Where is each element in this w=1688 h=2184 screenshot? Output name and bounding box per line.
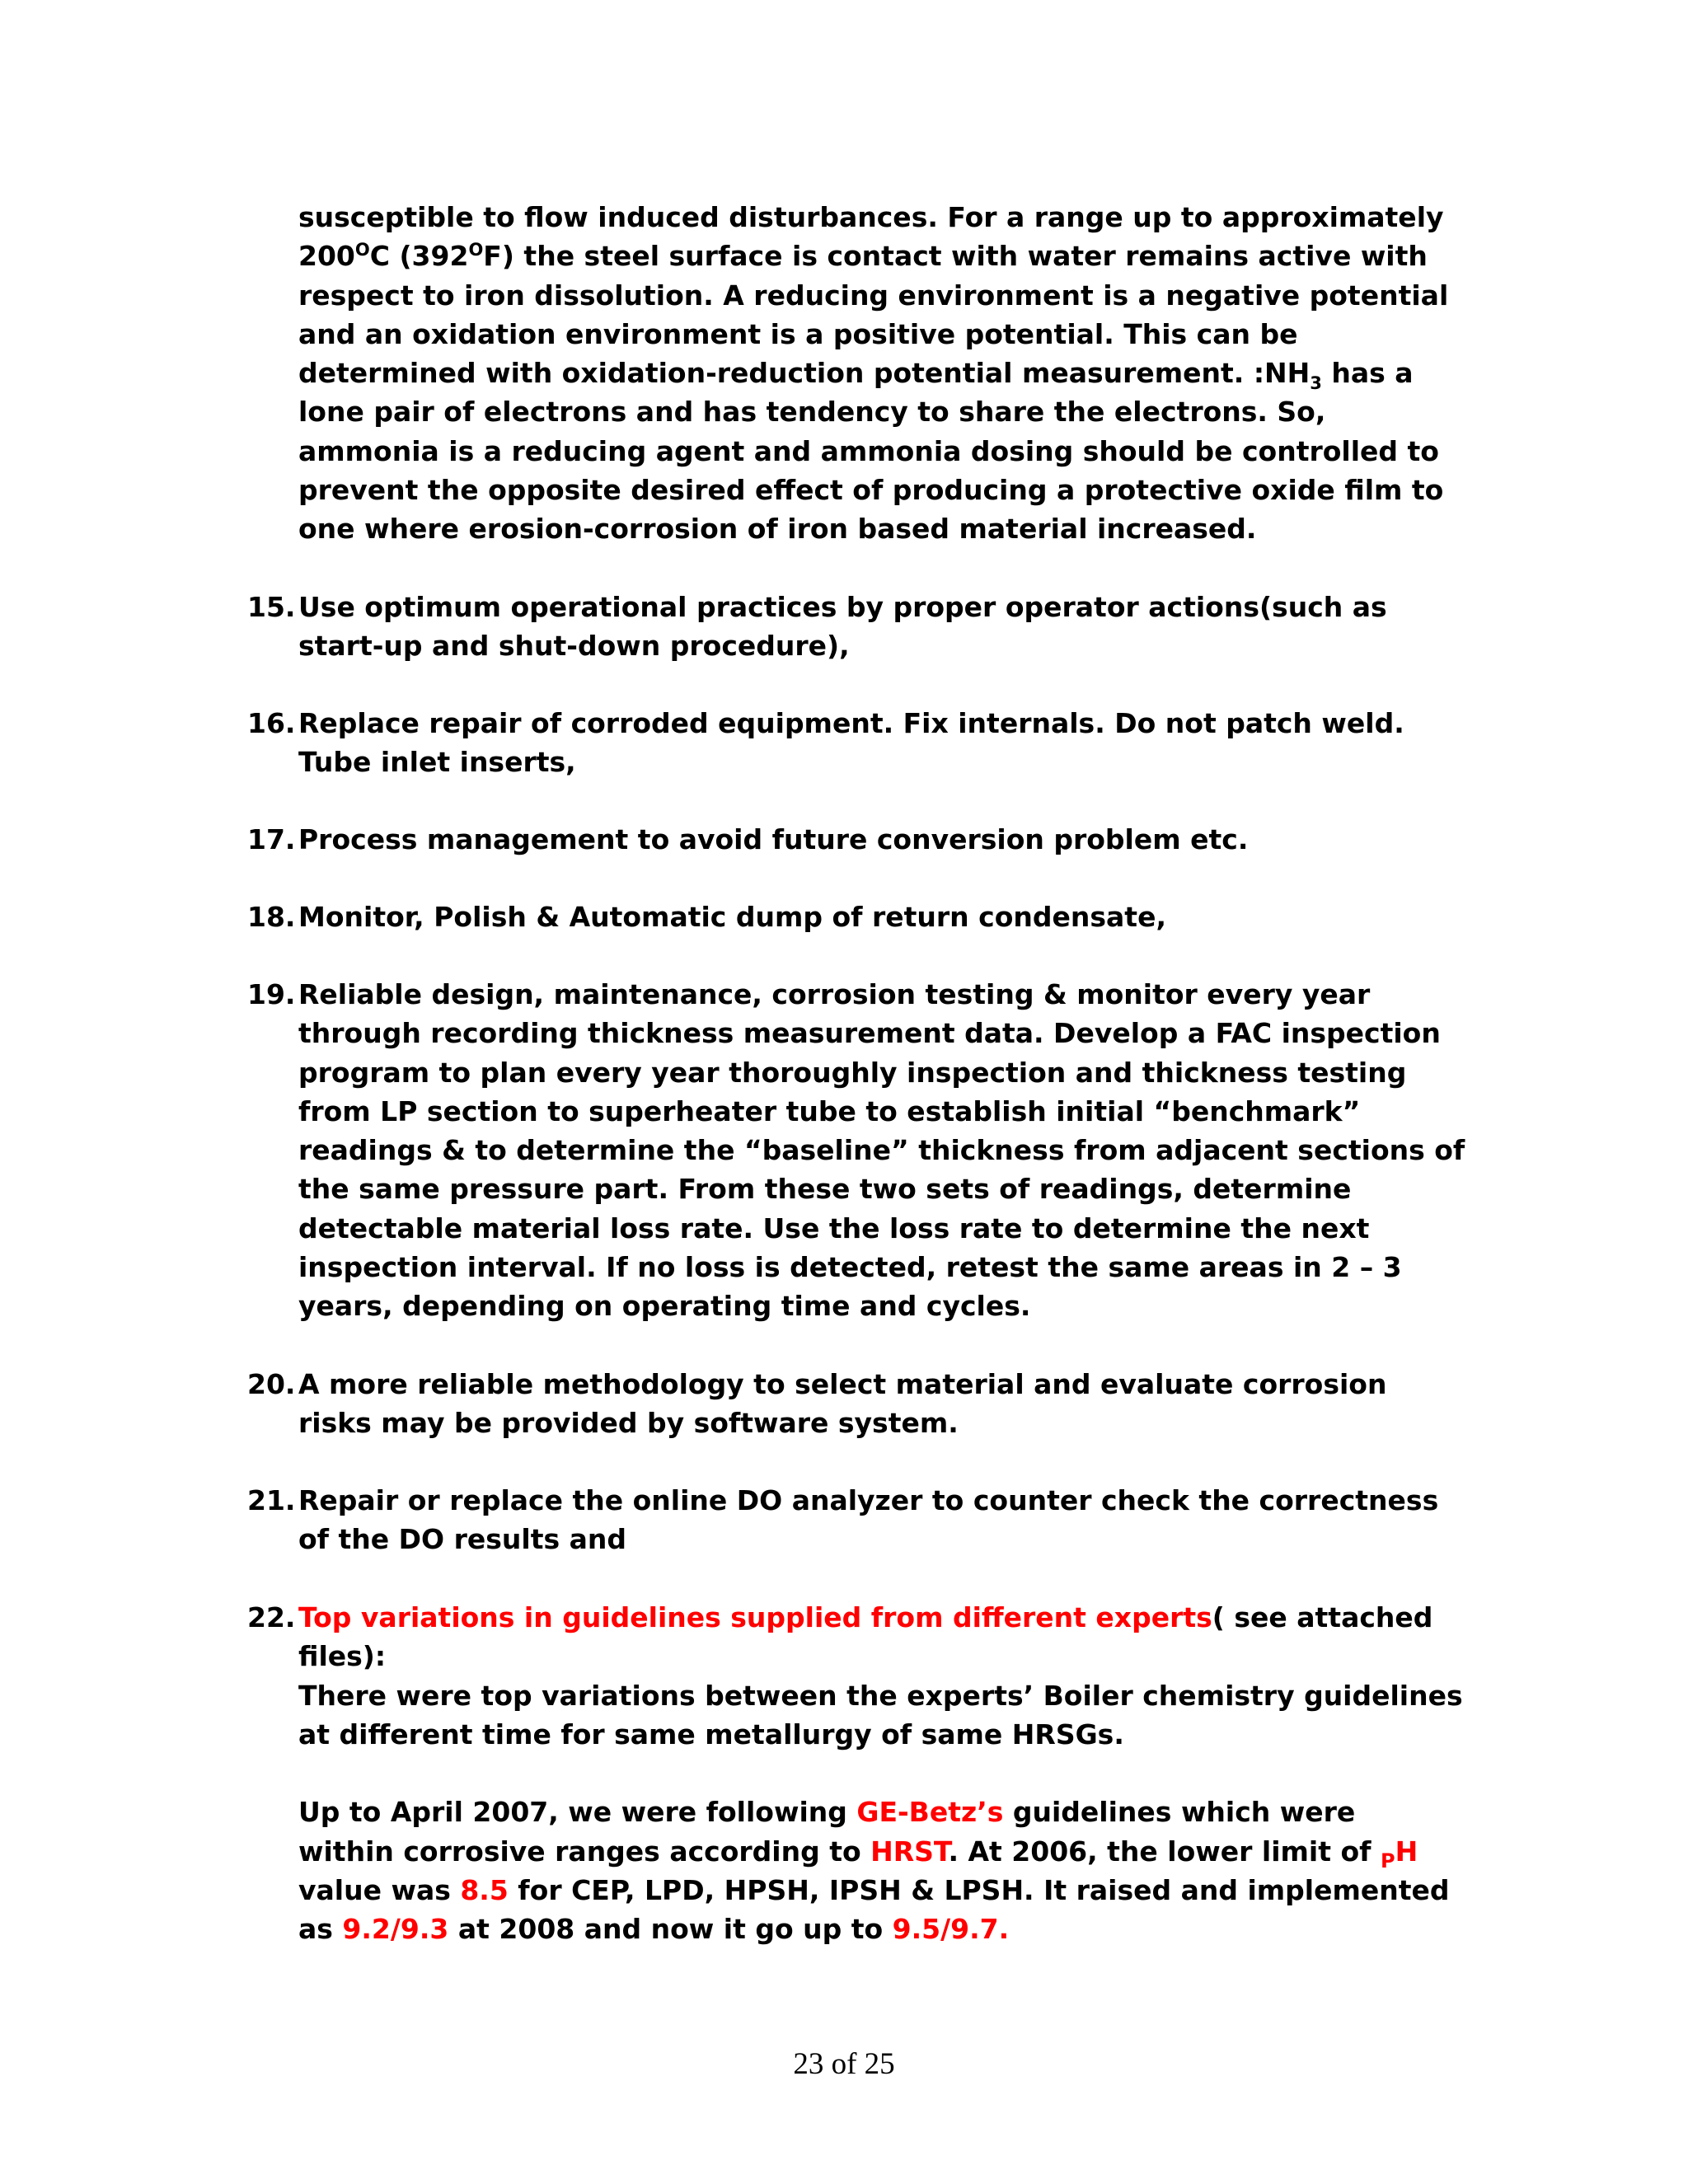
list-item-body: Reliable design, maintenance, corrosion testing & monitor every year through recording thickness measurement data. Develop a FAC inspection program to plan every year thoroughly inspection and thickness testing from LP section to superheater tube to establish initial “benchmark” readings & to determine the “baseline” thickness from adjacent sections of the same pressure part. From these two sets of readings, determine detectable material loss rate. Use the loss rate to determine the next inspection interval. If no loss is detected, retest the same areas in 2 – 3 years, depending on operating time and cycles.: [298, 978, 1465, 1323]
list-item-body: Replace repair of corroded equipment. Fix internals. Do not patch weld. Tube inlet inserts,: [298, 707, 1404, 779]
list-item-number: 17.: [247, 823, 296, 855]
intro-line-8: prevent the opposite desired effect of producing a protective oxide film to: [298, 474, 1444, 507]
list-item-body: Repair or replace the online DO analyzer to counter check the correctness of the DO results and: [298, 1484, 1439, 1556]
intro-line-1: susceptible to flow induced disturbances. For a range up to approximately: [298, 201, 1444, 233]
intro-line-6: lone pair of electrons and has tendency to share the electrons. So,: [298, 396, 1326, 429]
list-item-number: 22.: [247, 1601, 296, 1633]
item22-para2-line2: within corrosive ranges according to HRST. At 2006, the lower limit of $_P$H: [298, 1835, 1418, 1872]
item22-para2-line4: as 9.2/9.3 at 2008 and now it go up to 9.5/9.7.: [298, 1913, 1010, 1946]
list-item-body: Process management to avoid future conversion problem etc.: [298, 823, 1249, 855]
item22-heading-highlight: Top variations in guidelines supplied from different experts: [298, 1601, 1212, 1633]
list-item-body: Top variations in guidelines supplied from different experts( see attached files): There were top variations between the experts’ Boiler chemistry guidelines at different time for same metallurgy of same HRSGs. Up to April 2007, we were following GE-Betz’s guidelines which were within corrosive ranges according to HRST. At 2006, the lower limit of $_P$H value was 8.5 for CEP, LPD, HPSH, IPSH & LPSH. It raised and implemented as 9.2/9.3 at 2008 and now it go up to 9.5/9.7.: [298, 1598, 1463, 1949]
item22-para2-line1: Up to April 2007, we were following GE-Betz’s guidelines which were: [298, 1796, 1356, 1829]
intro-line-5: determined with oxidation-reduction potential measurement. $:NH_3$ has a: [298, 357, 1414, 394]
list-item-number: 15.: [247, 591, 296, 623]
list-item-number: 16.: [247, 707, 296, 739]
item22-heading: Top variations in guidelines supplied from different experts( see attached: [298, 1601, 1433, 1633]
intro-line-4: and an oxidation environment is a positive potential. This can be: [298, 317, 1298, 350]
list-item-number: 19.: [247, 978, 296, 1010]
intro-paragraph: [298, 198, 1469, 549]
item22-para2-line3: value was 8.5 for CEP, LPD, HPSH, IPSH & LPSH. It raised and implemented: [298, 1874, 1450, 1907]
intro-line-9: one where erosion-corrosion of iron based material increased.: [298, 513, 1257, 546]
page-number: 23 of 25: [793, 2047, 895, 2081]
list-item-body: Monitor, Polish & Automatic dump of return condensate,: [298, 901, 1166, 933]
item22-para1-line1: There were top variations between the experts’ Boiler chemistry guidelines: [298, 1679, 1463, 1712]
list-item-number: 18.: [247, 901, 296, 933]
item22-para1-line2: at different time for same metallurgy of same HRSGs.: [298, 1718, 1124, 1750]
list-item-number: 20.: [247, 1368, 296, 1400]
list-item-body: Use optimum operational practices by proper operator actions(such as start-up and shut-down procedure),: [298, 591, 1387, 663]
intro-line-3: respect to iron dissolution. A reducing environment is a negative potential: [298, 279, 1449, 312]
intro-line-7: ammonia is a reducing agent and ammonia dosing should be controlled to: [298, 434, 1439, 467]
list-item-body: A more reliable methodology to select material and evaluate corrosion risks may be provided by software system.: [298, 1368, 1387, 1440]
intro-line-2: $200^OC$ $(392^OF)$ the steel surface is contact with water remains active with: [298, 240, 1428, 273]
list-item-number: 21.: [247, 1484, 296, 1516]
